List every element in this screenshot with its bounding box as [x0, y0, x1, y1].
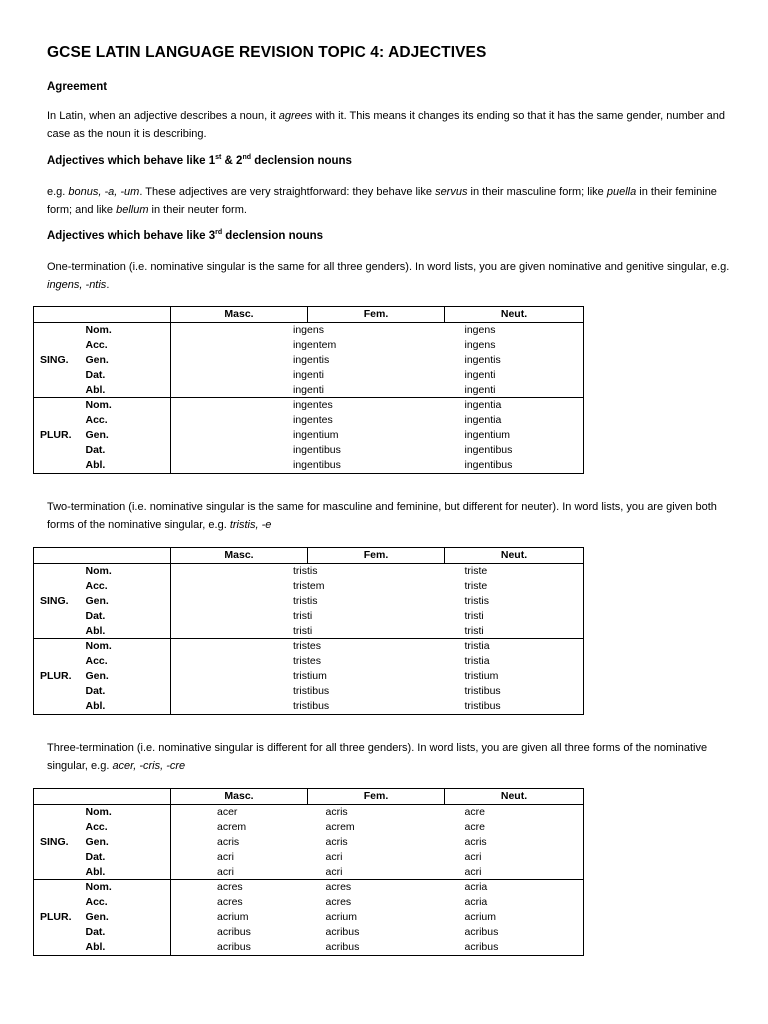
- form-masc-fem: tristes: [293, 655, 322, 668]
- form-fem: acris: [308, 804, 445, 819]
- table-row: [34, 443, 584, 458]
- case-label: Dat.: [86, 684, 171, 699]
- case-label: Nom.: [86, 322, 171, 337]
- table-row: [34, 654, 584, 669]
- table-row: [34, 669, 584, 684]
- case-label: Abl.: [86, 940, 171, 955]
- number-label: SING.: [34, 835, 86, 850]
- case-label: Nom.: [86, 563, 171, 578]
- table-row: [34, 850, 584, 865]
- form-neut: acri: [445, 865, 584, 880]
- number-label: [34, 865, 86, 880]
- form-masc-fem: tristem: [293, 579, 325, 592]
- form-neut: tristia: [445, 639, 584, 654]
- form-masc: acri: [217, 850, 234, 863]
- case-label: Acc.: [86, 413, 171, 428]
- table-row: [34, 925, 584, 940]
- table-row: [34, 820, 584, 835]
- header-neut: Neut.: [445, 307, 584, 323]
- number-label: [34, 563, 86, 578]
- form-neut: tristibus: [445, 684, 584, 699]
- form-masc: acres: [217, 896, 243, 909]
- form-masc-fem: ingenti: [171, 383, 445, 398]
- table-row: [34, 684, 584, 699]
- table-row: [34, 368, 584, 383]
- form-neut: acria: [445, 895, 584, 910]
- number-label: [34, 624, 86, 639]
- number-label: [34, 443, 86, 458]
- form-masc: acris: [217, 835, 240, 848]
- two-termination-paragraph: Two-termination (i.e. nominative singular is the same for masculine and feminine, but different for neuter). In word lists, you are given both forms of the nominative singular, e.g. tristis, -e: [47, 501, 717, 531]
- third-declension-heading: Adjectives which behave like 3rd declension nouns: [47, 229, 324, 242]
- number-label: [34, 383, 86, 398]
- number-label: [34, 639, 86, 654]
- form-masc-fem: tristis: [293, 594, 318, 607]
- acer-declension-table: [33, 788, 584, 956]
- three-termination-paragraph: Three-termination (i.e. nominative singular is different for all three genders). In word lists, you are given all three forms of the nominative singular, e.g. acer, -cris, -cre: [47, 742, 708, 772]
- header-masc: Masc.: [171, 307, 308, 323]
- case-label: Dat.: [86, 368, 171, 383]
- header-fem: Fem.: [308, 789, 445, 805]
- form-fem: acrium: [325, 911, 358, 924]
- case-label: Abl.: [86, 383, 171, 398]
- form-neut: ingens: [445, 338, 584, 353]
- form-neut: acrium: [445, 910, 584, 925]
- form-neut: ingentium: [445, 428, 584, 443]
- table-row: [34, 880, 584, 895]
- form-fem: acres: [325, 896, 352, 909]
- case-label: Dat.: [86, 925, 171, 940]
- table-row: [34, 383, 584, 398]
- form-neut: ingentibus: [445, 458, 584, 473]
- number-label: [34, 699, 86, 714]
- table-row: [34, 895, 584, 910]
- case-label: Gen.: [86, 428, 171, 443]
- form-masc-fem: ingentem: [293, 338, 337, 351]
- header-neut: Neut.: [445, 548, 584, 564]
- table-row: [34, 428, 584, 443]
- form-masc-fem: tristibus: [171, 699, 445, 714]
- number-label: PLUR.: [34, 910, 86, 925]
- case-label: Gen.: [86, 669, 171, 684]
- form-neut: tristis: [445, 594, 584, 609]
- table-row: [34, 699, 584, 714]
- form-neut: acribus: [445, 925, 584, 940]
- form-neut: acre: [445, 804, 584, 819]
- form-neut: ingentis: [445, 353, 584, 368]
- form-fem: acribus: [325, 926, 360, 939]
- table-header-row: [34, 307, 584, 323]
- table-row: [34, 865, 584, 880]
- form-fem: acrem: [325, 820, 355, 833]
- form-neut: ingenti: [445, 383, 584, 398]
- form-neut: ingenti: [445, 368, 584, 383]
- form-masc-fem: tristi: [171, 624, 445, 639]
- table-row: [34, 940, 584, 955]
- number-label: [34, 398, 86, 413]
- number-label: [34, 322, 86, 337]
- number-label: [34, 413, 86, 428]
- agreement-heading: Agreement: [47, 81, 108, 93]
- case-label: Dat.: [86, 850, 171, 865]
- header-blank-cell: [34, 307, 171, 323]
- case-label: Gen.: [86, 835, 171, 850]
- form-masc: acribus: [217, 926, 251, 939]
- form-masc-fem: ingens: [171, 322, 445, 337]
- number-label: [34, 579, 86, 594]
- number-label: [34, 368, 86, 383]
- form-neut: tristibus: [445, 699, 584, 714]
- number-label: SING.: [34, 353, 86, 368]
- case-label: Gen.: [86, 910, 171, 925]
- table-row: [34, 624, 584, 639]
- form-neut: ingentia: [445, 413, 584, 428]
- form-fem: acri: [308, 865, 445, 880]
- form-masc: acrem: [217, 820, 247, 833]
- form-masc: acribus: [171, 940, 308, 955]
- table-row: [34, 458, 584, 473]
- case-label: Acc.: [86, 820, 171, 835]
- form-masc: acres: [171, 880, 308, 895]
- table-row: [34, 804, 584, 819]
- table-row: [34, 398, 584, 413]
- table-row: [34, 910, 584, 925]
- number-label: [34, 804, 86, 819]
- table-row: [34, 579, 584, 594]
- form-masc: acrium: [217, 911, 249, 924]
- table-header-row: [34, 548, 584, 564]
- number-label: PLUR.: [34, 669, 86, 684]
- table-row: [34, 639, 584, 654]
- form-masc-fem: ingentis: [293, 353, 330, 366]
- form-neut: acri: [445, 850, 584, 865]
- form-neut: tristium: [445, 669, 584, 684]
- form-masc-fem: tristibus: [293, 685, 330, 698]
- case-label: Acc.: [86, 654, 171, 669]
- form-masc: acer: [171, 804, 308, 819]
- form-fem: acris: [325, 835, 348, 848]
- case-label: Acc.: [86, 895, 171, 910]
- case-label: Abl.: [86, 458, 171, 473]
- form-masc-fem: ingentibus: [171, 458, 445, 473]
- form-masc-fem: tristis: [171, 563, 445, 578]
- form-neut: ingentia: [445, 398, 584, 413]
- case-label: Nom.: [86, 804, 171, 819]
- case-label: Abl.: [86, 865, 171, 880]
- number-label: [34, 925, 86, 940]
- form-masc-fem: ingenti: [293, 368, 324, 381]
- form-masc-fem: ingentes: [293, 414, 333, 427]
- header-blank-cell: [34, 548, 171, 564]
- first-second-declension-heading: Adjectives which behave like 1st & 2nd declension nouns: [47, 154, 352, 167]
- case-label: Gen.: [86, 594, 171, 609]
- table-row: [34, 338, 584, 353]
- header-fem: Fem.: [308, 548, 445, 564]
- form-neut: triste: [445, 579, 584, 594]
- header-masc: Masc.: [171, 789, 308, 805]
- page-title: GCSE LATIN LANGUAGE REVISION TOPIC 4: ADJECTIVES: [47, 44, 487, 61]
- number-label: PLUR.: [34, 428, 86, 443]
- number-label: [34, 940, 86, 955]
- form-neut: ingentibus: [445, 443, 584, 458]
- form-neut: ingens: [445, 322, 584, 337]
- table-row: [34, 835, 584, 850]
- case-label: Nom.: [86, 880, 171, 895]
- case-label: Acc.: [86, 338, 171, 353]
- number-label: [34, 850, 86, 865]
- case-label: Dat.: [86, 443, 171, 458]
- number-label: [34, 458, 86, 473]
- form-fem: acri: [325, 850, 343, 863]
- ingens-declension-table: [33, 306, 584, 474]
- table-row: [34, 609, 584, 624]
- form-masc-fem: tristes: [171, 639, 445, 654]
- form-masc-fem: ingentibus: [293, 444, 341, 457]
- table-header-row: [34, 789, 584, 805]
- form-neut: acribus: [445, 940, 584, 955]
- form-masc: acri: [171, 865, 308, 880]
- case-label: Gen.: [86, 353, 171, 368]
- table-row: [34, 322, 584, 337]
- form-masc-fem: tristium: [293, 670, 327, 683]
- header-blank-cell: [34, 789, 171, 805]
- form-masc-fem: tristi: [293, 609, 313, 622]
- header-masc: Masc.: [171, 548, 308, 564]
- number-label: [34, 338, 86, 353]
- form-masc-fem: ingentium: [293, 429, 339, 442]
- form-fem: acres: [308, 880, 445, 895]
- header-neut: Neut.: [445, 789, 584, 805]
- case-label: Abl.: [86, 699, 171, 714]
- form-neut: tristi: [445, 609, 584, 624]
- tristis-declension-table: [33, 547, 584, 715]
- number-label: [34, 895, 86, 910]
- number-label: [34, 609, 86, 624]
- form-fem: acribus: [308, 940, 445, 955]
- table-row: [34, 563, 584, 578]
- form-neut: triste: [445, 563, 584, 578]
- agreement-paragraph: In Latin, when an adjective describes a noun, it agrees with it. This means it changes its ending so that it has the same gender, number and case as the noun it is describing.: [47, 110, 725, 140]
- number-label: [34, 880, 86, 895]
- first-second-declension-paragraph: e.g. bonus, -a, -um. These adjectives are very straightforward: they behave like servus in their masculine form; like puella in their feminine form; and like bellum in their neuter form.: [47, 186, 717, 216]
- table-row: [34, 353, 584, 368]
- case-label: Nom.: [86, 398, 171, 413]
- case-label: Abl.: [86, 624, 171, 639]
- table-row: [34, 413, 584, 428]
- number-label: SING.: [34, 594, 86, 609]
- case-label: Nom.: [86, 639, 171, 654]
- header-fem: Fem.: [308, 307, 445, 323]
- number-label: [34, 654, 86, 669]
- number-label: [34, 684, 86, 699]
- one-termination-paragraph: One-termination (i.e. nominative singular is the same for all three genders). In word lists, you are given nominative and genitive singular, e.g. ingens, -ntis.: [47, 261, 730, 291]
- form-neut: acria: [445, 880, 584, 895]
- number-label: [34, 820, 86, 835]
- form-neut: tristi: [445, 624, 584, 639]
- form-neut: tristia: [445, 654, 584, 669]
- table-row: [34, 594, 584, 609]
- case-label: Dat.: [86, 609, 171, 624]
- case-label: Acc.: [86, 579, 171, 594]
- form-masc-fem: ingentes: [171, 398, 445, 413]
- form-neut: acris: [445, 835, 584, 850]
- form-neut: acre: [445, 820, 584, 835]
